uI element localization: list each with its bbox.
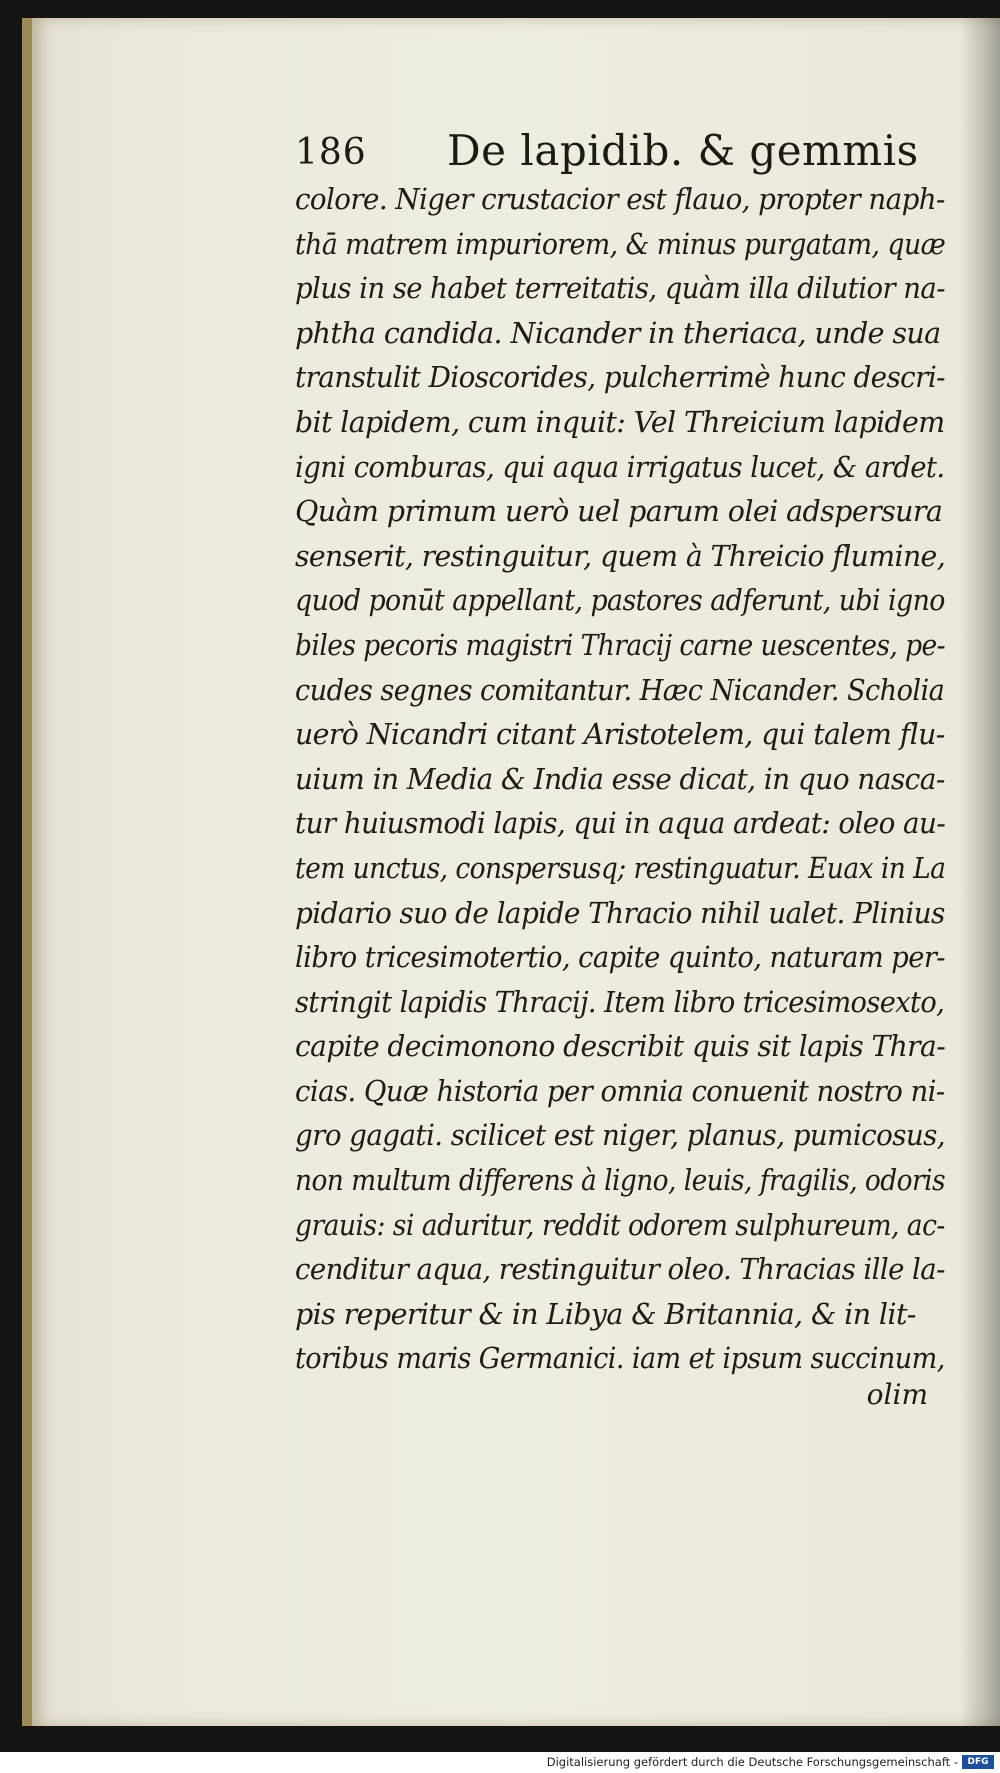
body-text xyxy=(295,178,945,1382)
funding-credit: Digitalisierung gefördert durch die Deutsche Forschungsgemeinschaft - xyxy=(546,1755,958,1769)
text-line: biles pecoris magistri Thracij carne uescentes, pe- xyxy=(295,628,946,662)
text-line: igni comburas, qui aqua irrigatus lucet, & ardet. xyxy=(295,450,945,484)
text-line: non multum differens à ligno, leuis, fragilis, odoris xyxy=(295,1164,945,1198)
text-line: grauis: si aduritur, reddit odorem sulphureum, ac- xyxy=(295,1208,945,1242)
digitization-footer xyxy=(0,1752,1000,1773)
text-line: uerò Nicandri citant Aristotelem, qui talem flu- xyxy=(295,718,945,752)
text-line: stringit lapidis Thracij. Item libro tricesimosexto, xyxy=(295,985,945,1019)
text-line: capite decimonono describit quis sit lapis Thra- xyxy=(295,1030,946,1064)
catchword: olim xyxy=(866,1378,928,1411)
text-line: cudes segnes comitantur. Hæc Nicander. Scholia xyxy=(295,673,945,707)
text-line: quod ponūt appellant, pastores adferunt, ubi igno xyxy=(295,584,945,618)
text-line: senserit, restinguitur, quem à Threicio flumine, xyxy=(295,539,946,573)
text-line: pidario suo de lapide Thracio nihil ualet. Plinius xyxy=(295,896,945,930)
text-line: gro gagati. scilicet est niger, planus, pumicosus, xyxy=(295,1119,946,1153)
text-line: phtha candida. Nicander in theriaca, unde sua xyxy=(295,316,941,350)
text-line: thā matrem impuriorem, & minus purgatam, quæ xyxy=(295,227,946,261)
text-line: tem unctus, conspersusq; restinguatur. Euax in La xyxy=(295,851,946,885)
dfg-logo: DFG xyxy=(962,1755,994,1769)
text-line: transtulit Dioscorides, pulcherrimè hunc descri- xyxy=(295,361,945,395)
text-line: Quàm primum uerò uel parum olei adspersura xyxy=(295,495,943,529)
text-line: pis reperitur & in Libya & Britannia, & in lit- xyxy=(295,1297,916,1331)
text-line: cias. Quæ historia per omnia conuenit nostro ni- xyxy=(295,1074,945,1108)
text-line: tur huiusmodi lapis, qui in aqua ardeat: oleo au- xyxy=(295,807,946,841)
text-line: bit lapidem, cum inquit: Vel Threicium lapidem xyxy=(295,405,945,439)
running-title: De lapidib. & gemmis xyxy=(447,126,919,175)
text-line: toribus maris Germanici. iam et ipsum succinum, xyxy=(295,1342,945,1376)
text-line: plus in se habet terreitatis, quàm illa dilutior na- xyxy=(295,272,945,306)
text-line: colore. Niger crustacior est flauo, propter naph- xyxy=(295,183,945,216)
text-line: uium in Media & India esse dicat, in quo nasca- xyxy=(295,762,945,796)
text-line: libro tricesimotertio, capite quinto, naturam per- xyxy=(295,941,945,975)
page-edge-shadow xyxy=(960,18,1000,1726)
page-number: 186 xyxy=(295,132,367,173)
text-line: cenditur aqua, restinguitur oleo. Thracias ille la- xyxy=(295,1253,945,1287)
